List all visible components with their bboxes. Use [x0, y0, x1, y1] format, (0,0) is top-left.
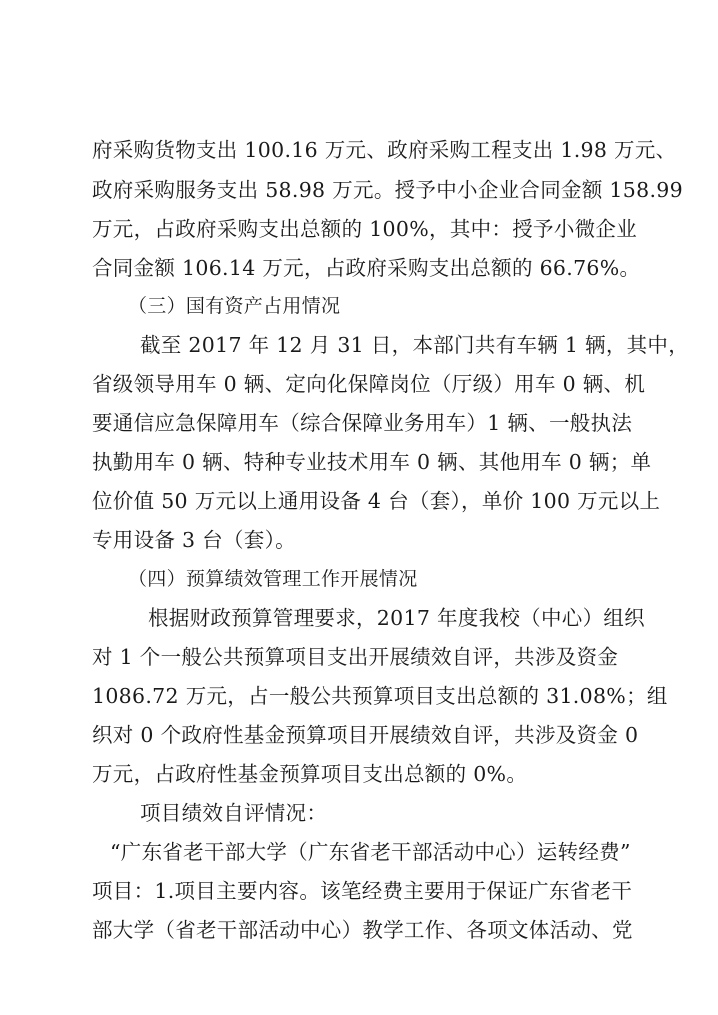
text-line: 合同金额 106.14 万元，占政府采购支出总额的 66.76%。	[92, 256, 641, 280]
text-line: 政府采购服务支出 58.98 万元。授予中小企业合同金额 158.99	[92, 178, 683, 202]
text-line: 项目绩效自评情况：	[140, 801, 328, 825]
text-line: 织对 0 个政府性基金预算项目开展绩效自评，共涉及资金 0	[92, 723, 639, 747]
text-line: 万元，占政府性基金预算项目支出总额的 0%。	[92, 762, 528, 786]
text-line: 截至 2017 年 12 月 31 日，本部门共有车辆 1 辆，其中，	[140, 333, 690, 357]
text-line: 专用设备 3 台（套）。	[92, 528, 296, 552]
text-line: 1086.72 万元，占一般公共预算项目支出总额的 31.08%；组	[92, 684, 668, 708]
text-line: “广东省老干部大学（广东省老干部活动中心）运转经费”	[110, 840, 631, 864]
text-line: 万元，占政府采购支出总额的 100%，其中：授予小微企业	[92, 217, 638, 241]
text-line: 执勤用车 0 辆、特种专业技术用车 0 辆、其他用车 0 辆；单	[92, 450, 652, 474]
text-line: 对 1 个一般公共预算项目支出开展绩效自评，共涉及资金	[92, 645, 619, 669]
text-line: 位价值 50 万元以上通用设备 4 台（套），单价 100 万元以上	[92, 489, 661, 513]
text-line: 省级领导用车 0 辆、定向化保障岗位（厅级）用车 0 辆、机	[92, 372, 646, 396]
text-line: 根据财政预算管理要求，2017 年度我校（中心）组织	[148, 606, 645, 630]
text-line: 部大学（省老干部活动中心）教学工作、各项文体活动、党	[92, 918, 633, 942]
section-heading-performance: （四）预算绩效管理工作开展情况	[128, 568, 418, 590]
text-line: 府采购货物支出 100.16 万元、政府采购工程支出 1.98 万元、	[92, 138, 677, 162]
text-line: 要通信应急保障用车（综合保障业务用车）1 辆、一般执法	[92, 411, 633, 435]
text-line: 项目：1.项目主要内容。该笔经费主要用于保证广东省老干	[92, 879, 633, 903]
section-heading-assets: （三）国有资产占用情况	[128, 295, 341, 317]
